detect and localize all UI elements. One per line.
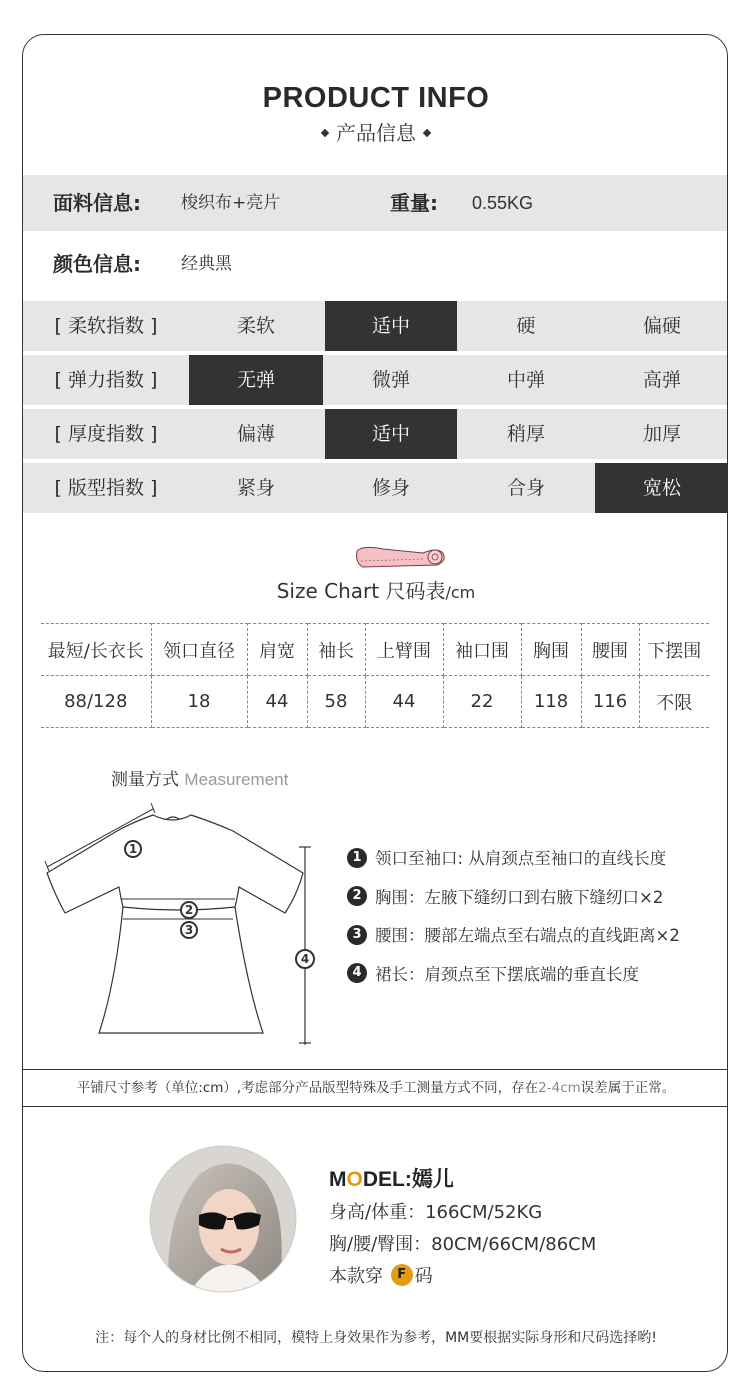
model-size-pre: 本款穿 — [329, 1266, 383, 1287]
index-option: 合身 — [506, 477, 545, 499]
page-title: PRODUCT INFO — [262, 82, 490, 114]
size-chart-title — [23, 575, 728, 604]
size-badge-icon: F — [391, 1264, 413, 1286]
index-row — [23, 355, 728, 405]
size-header-cell: 胸围 — [521, 624, 581, 676]
index-option: 高弹 — [642, 369, 681, 391]
measuring-tape-icon — [353, 541, 449, 573]
index-option: 加厚 — [642, 423, 681, 445]
fabric-label: 面料信息: — [53, 191, 141, 215]
index-row-label: [ 柔软指数 ] — [54, 315, 158, 337]
note-text: 胸围：左腋下缝纫口到右腋下缝纫口×2 — [375, 887, 664, 907]
note-text: 腰围：腰部左端点至右端点的直线距离×2 — [375, 926, 680, 945]
disclaimer-end: 误差属于正常。 — [580, 1080, 676, 1096]
size-value-cell: 不限 — [639, 676, 709, 728]
size-chart-unit: /cm — [445, 583, 476, 602]
marker-3-label: 3 — [184, 923, 194, 937]
size-value-cell: 18 — [151, 676, 247, 728]
index-option: 微弹 — [371, 369, 410, 391]
index-row-label: [ 版型指数 ] — [54, 477, 158, 499]
size-value-cell: 44 — [365, 676, 443, 728]
color-row — [23, 236, 728, 292]
note-text: 领口至袖口: 从肩颈点至袖口的直线长度 — [375, 849, 667, 868]
note-number-icon: 4 — [347, 963, 367, 983]
size-header-cell: 最短/长衣长 — [41, 624, 151, 676]
index-row — [23, 301, 728, 351]
index-option-selected: 适中 — [325, 409, 457, 459]
size-header-cell: 腰围 — [581, 624, 639, 676]
index-row — [23, 463, 728, 513]
size-header-cell: 领口直径 — [151, 624, 247, 676]
size-value-row — [41, 676, 709, 728]
color-value: 经典黑 — [181, 254, 232, 274]
fabric-value: 梭织布+亮片 — [181, 193, 281, 213]
fabric-row — [23, 175, 728, 231]
weight-value: 0.55KG — [472, 193, 534, 213]
measurement-note — [347, 963, 680, 1002]
note-number-icon: 3 — [347, 925, 367, 945]
model-title-o: O — [346, 1168, 363, 1191]
size-value-cell: 88/128 — [41, 676, 151, 728]
size-value-cell: 44 — [247, 676, 307, 728]
note-text: 裙长：肩颈点至下摆底端的垂直长度 — [375, 964, 639, 984]
model-title-rest: DEL: — [362, 1168, 412, 1191]
size-header-cell: 袖口围 — [443, 624, 521, 676]
measurement-title-en: Measurement — [184, 770, 289, 789]
model-measurements: 胸/腰/臀围：80CM/66CM/86CM — [329, 1234, 597, 1255]
model-size — [329, 1261, 596, 1293]
dress-diagram — [35, 795, 335, 1045]
index-option: 中弹 — [506, 369, 545, 391]
size-header-cell: 袖长 — [307, 624, 365, 676]
marker-2-label: 2 — [184, 903, 194, 917]
measurement-notes — [347, 847, 680, 1001]
subtitle-text: 产品信息 — [336, 121, 416, 145]
diamond-icon — [423, 128, 431, 136]
color-label: 颜色信息: — [53, 252, 141, 276]
size-value-cell: 58 — [307, 676, 365, 728]
size-value-cell: 116 — [581, 676, 639, 728]
index-row — [23, 409, 728, 459]
size-chart-title-cn: 尺码表 — [385, 579, 446, 603]
size-header-row — [41, 624, 709, 676]
size-table — [41, 623, 709, 728]
model-size-post: 码 — [414, 1266, 433, 1287]
note-number-icon: 2 — [347, 886, 367, 906]
disclaimer-text: 平铺尺寸参考（单位:cm）,考虑部分产品版型特殊及手工测量方式不同，存在 — [76, 1080, 539, 1096]
size-disclaimer — [23, 1069, 728, 1107]
index-option-selected: 宽松 — [595, 463, 728, 513]
index-row-label: [ 厚度指数 ] — [54, 423, 158, 445]
size-value-cell: 118 — [521, 676, 581, 728]
note-number-icon: 1 — [347, 848, 367, 868]
product-info-card — [22, 34, 728, 1372]
measurement-note — [347, 847, 680, 886]
disclaimer-tolerance: 2-4cm — [538, 1080, 581, 1096]
index-option: 硬 — [516, 315, 536, 337]
size-header-cell: 肩宽 — [247, 624, 307, 676]
footnote: 注：每个人的身材比例不相同，模特上身效果作为参考，MM要根据实际身形和尺码选择哟! — [95, 1330, 657, 1346]
index-option-selected: 适中 — [325, 301, 457, 351]
model-title-m: M — [329, 1168, 347, 1191]
index-option: 修身 — [371, 477, 410, 499]
index-row-label: [ 弹力指数 ] — [54, 369, 158, 391]
marker-1-label: 1 — [128, 842, 138, 856]
index-option: 偏硬 — [642, 315, 681, 337]
page-subtitle — [23, 117, 728, 146]
weight-label: 重量: — [390, 191, 438, 215]
index-option: 紧身 — [236, 477, 275, 499]
measurement-note — [347, 924, 680, 963]
index-option: 稍厚 — [506, 423, 545, 445]
measurement-note — [347, 886, 680, 925]
model-name: 嫣儿 — [411, 1167, 454, 1191]
size-header-cell: 下摆围 — [639, 624, 709, 676]
index-option: 偏薄 — [236, 423, 275, 445]
index-option: 柔软 — [236, 315, 275, 337]
model-height-weight: 身高/体重：166CM/52KG — [329, 1202, 543, 1223]
model-avatar — [149, 1145, 297, 1293]
measurement-title-cn: 测量方式 — [111, 770, 179, 790]
size-chart-title-en: Size Chart — [276, 579, 380, 603]
marker-4-label: 4 — [300, 952, 310, 966]
size-value-cell: 22 — [443, 676, 521, 728]
model-title — [329, 1163, 596, 1197]
size-header-cell: 上臂围 — [365, 624, 443, 676]
diamond-icon — [321, 128, 329, 136]
model-info — [329, 1163, 596, 1293]
measurement-title — [111, 765, 288, 790]
index-option-selected: 无弹 — [189, 355, 323, 405]
